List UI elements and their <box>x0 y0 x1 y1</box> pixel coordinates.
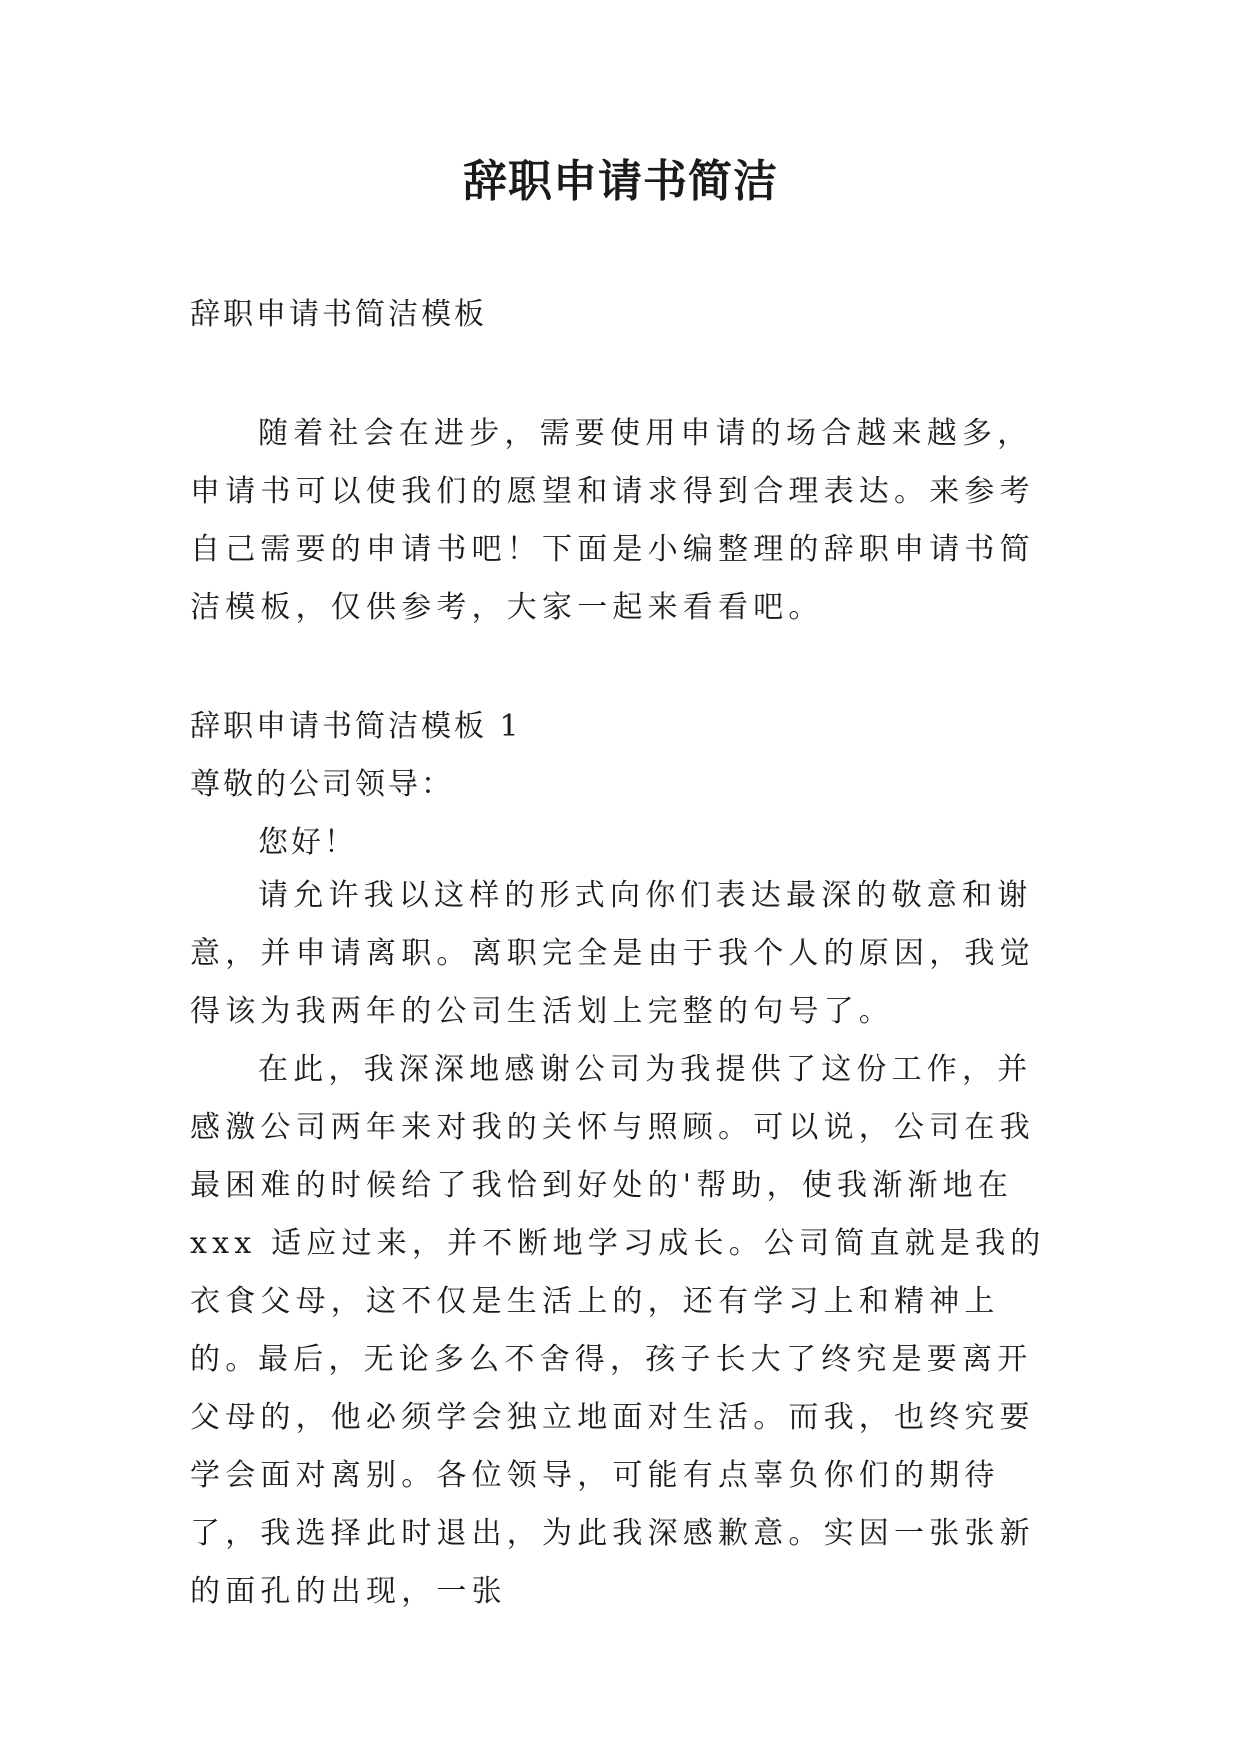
body-paragraph: 请允许我以这样的形式向你们表达最深的敬意和谢意，并申请离职。离职完全是由于我个人的原因，我觉得该为我两年的公司生活划上完整的句号了。 <box>190 878 1035 1029</box>
salutation: 尊敬的公司领导： <box>190 767 454 802</box>
section-heading: 辞职申请书简洁模板 1 <box>190 709 522 744</box>
body-paragraph: 在此，我深深地感谢公司为我提供了这份工作，并感激公司两年来对我的关怀与照顾。可以说，公司在我最困难的时候给了我恰到好处的'帮助，使我渐渐地在 xxx 适应过来，并不断地学习成长。公司简直就是我的衣食父母，这不仅是生活上的，还有学习上和精神上的。 <box>190 1052 1046 1377</box>
greeting: 您好！ <box>258 825 357 860</box>
body-paragraph: 最后，无论多么不舍得，孩子长大了终究是要离开父母的，他必须学会独立地面对生活。而我，也终究要学会面对离别。各位领导，可能有点辜负你们的期待了，我选择此时退出，为此我深感歉意。实因一张张新的面孔的出现，一张 <box>190 1342 1035 1609</box>
document-title: 辞职申请书简洁 <box>463 156 778 207</box>
document-subtitle: 辞职申请书简洁模板 <box>190 297 487 332</box>
intro-paragraph: 随着社会在进步，需要使用申请的场合越来越多，申请书可以使我们的愿望和请求得到合理表达。来参考自己需要的申请书吧！下面是小编整理的辞职申请书简洁模板，仅供参考，大家一起来看看吧。 <box>190 416 1035 625</box>
